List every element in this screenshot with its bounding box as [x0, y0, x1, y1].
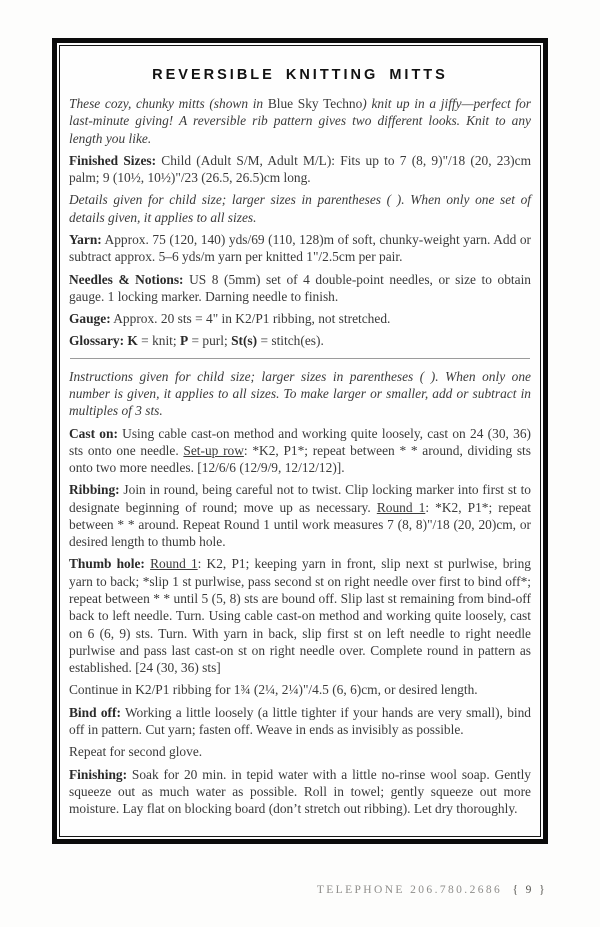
paragraph-text: Instructions given for child size; larger sizes in parentheses ( ). When only one number is given, it applies to all sizes. To make larger or smaller, add or subtract in multiples of 3 sts.	[69, 368, 531, 419]
paragraph-label: Needles & Notions:	[69, 271, 184, 287]
paragraph	[69, 481, 531, 550]
footer	[317, 884, 547, 896]
paragraph-text: Details given for child size; larger sizes in parentheses ( ). When only one set of details given, it applies to all sizes.	[69, 192, 531, 225]
paragraph-text: Continue in K2/P1 ribbing for 1¾ (2¼, 2¼)"/4.5 (6, 6)cm, or desired length.	[69, 682, 478, 698]
footer-telephone: TELEPHONE 206.780.2686	[316, 884, 503, 896]
page-title: REVERSIBLE KNITTING MITTS	[152, 67, 448, 83]
section-divider	[70, 358, 530, 359]
paragraph-text: Child (Adult S/M, Adult M/L): Fits up to 7 (8, 9)"/18 (20, 23)cm palm; 9 (10½, 10½)"/23 (26.5, 26.5)cm long.	[69, 152, 531, 186]
paragraph	[69, 95, 531, 147]
paragraph-text: Using cable cast-on method and working quite loosely, cast on 24 (30, 36) sts onto one needle.	[69, 425, 531, 458]
paragraph-text: ) knit up in a jiffy—perfect for last-minute giving! A reversible rib pattern gives two different looks. Knit to any length you like.	[69, 96, 531, 146]
paragraph-text: Blue Sky Techno	[267, 96, 363, 111]
paragraph-label: Thumb hole:	[69, 556, 145, 572]
paragraph-text: : *K2, P1*; repeat between * * around. Repeat Round 1 until work measures 7 (8, 8)"/18 (20, 20)cm, or desired length to thumb hole.	[69, 499, 532, 550]
paragraph	[69, 681, 531, 698]
paragraph-text: = stitch(es).	[257, 333, 324, 349]
footer-page-number: { 9 }	[512, 884, 547, 896]
paragraph-text: Round 1	[376, 499, 426, 515]
paragraph-text: Repeat for second glove.	[69, 744, 203, 760]
paragraph	[69, 332, 531, 349]
paragraph-text: : *K2, P1*; repeat between * * around, dividing sts onto two more needles. [12/6/6 (12/9/9, 12/12/12)].	[69, 442, 531, 476]
paragraph-text: Working a little loosely (a little tighter if your hands are very small), bind off in pattern. Cut yarn; fasten off. Weave in ends as invisibly as possible.	[69, 704, 531, 737]
paragraph	[69, 766, 531, 818]
paragraph	[69, 152, 531, 187]
paragraph-text: = purl;	[188, 333, 232, 349]
paragraph-text: Join in round, being careful not to twist. Clip locking marker into first st to designate beginning of round; move up as necessary.	[69, 482, 531, 515]
paragraph-label: K	[127, 333, 138, 349]
paragraph-text: Set-up row	[183, 442, 244, 458]
paragraph	[69, 743, 531, 760]
paragraph-text: US 8 (5mm) set of 4 double-point needles, or size to obtain gauge. 1 locking marker. Darning needle to finish.	[69, 271, 531, 304]
paragraph-text: Soak for 20 min. in tepid water with a little no-rinse wool soap. Gently squeeze out as much water as possible. Roll in towel; gently squeeze out more moisture. Lay flat on blocking board (don’t stretch out ribbing). Let dry thoroughly.	[69, 766, 531, 817]
paragraph	[69, 231, 531, 266]
paragraph-label: Gauge:	[69, 311, 111, 327]
paragraph	[69, 368, 531, 420]
paragraph-label: Finishing:	[69, 766, 128, 782]
paragraph	[69, 704, 531, 739]
paragraph	[69, 310, 531, 327]
paragraph-label: Bind off:	[69, 704, 121, 720]
page-border-inner	[59, 45, 541, 837]
paragraph-label: Ribbing:	[69, 482, 120, 498]
paragraph-label: Yarn:	[69, 231, 102, 247]
paragraph-label: Cast on:	[69, 425, 118, 441]
paragraph-label: Glossary:	[69, 333, 125, 349]
paragraph	[69, 425, 531, 477]
paragraph	[69, 271, 531, 306]
page-border-frame	[52, 38, 548, 844]
paragraph-label: P	[179, 333, 189, 349]
paragraph-text: Approx. 75 (120, 140) yds/69 (110, 128)m of soft, chunky-weight yarn. Add or subtract approx. 5–6 yds/m yarn per knitted 1"/2.5cm per pair.	[69, 231, 531, 265]
pattern-body	[69, 95, 531, 817]
paragraph-text: Approx. 20 sts = 4" in K2/P1 ribbing, not stretched.	[110, 311, 391, 327]
paragraph	[69, 191, 531, 226]
paragraph-text: Round 1	[150, 556, 198, 572]
paragraph-text: : K2, P1; keeping yarn in front, slip next st purlwise, bring yarn to back; *slip 1 st purlwise, pass second st on right needle over first to bind off*; repeat between * * until 5 (5, 8) sts are bound off. Slip last st remaining from bind-off back to left needle. Turn. Using cable cast-on method and working quite loosely, cast on 6 (6, 9) sts. Turn. With yarn in back, slip first st on left needle to right needle purlwise and pass last cast-on st on right needle over. Complete round in pattern as established. [24 (30, 36) sts]	[69, 556, 531, 676]
paragraph-label: Finished Sizes:	[69, 152, 157, 168]
paragraph	[69, 555, 531, 676]
paragraph-text: = knit;	[137, 333, 180, 349]
paragraph-text: These cozy, chunky mitts (shown in	[69, 96, 268, 111]
paragraph-label: St(s)	[231, 333, 258, 349]
